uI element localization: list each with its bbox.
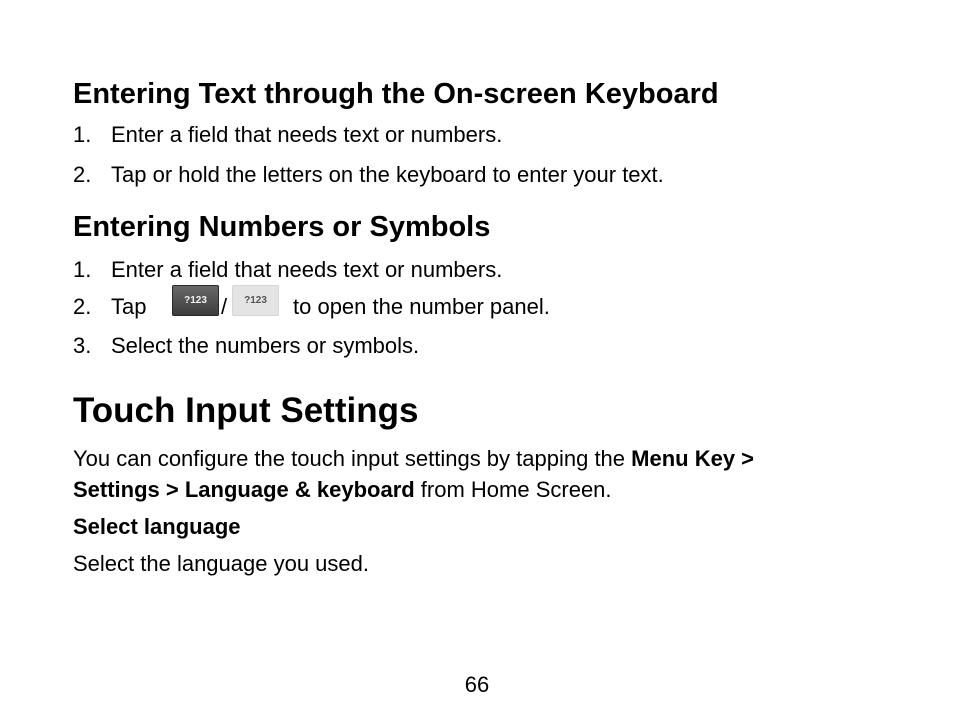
- list-item-text: Enter a field that needs text or numbers.: [111, 122, 503, 147]
- list-item-number: 2.: [73, 294, 92, 319]
- option-description: Select the language you used.: [73, 551, 370, 576]
- intro-text-end: from Home Screen.: [414, 477, 612, 502]
- list-item-text: Tap or hold the letters on the keyboard to enter your text.: [111, 162, 664, 187]
- list-item-number: 3.: [73, 333, 92, 358]
- list-item: [73, 259, 502, 281]
- list-item-text: Enter a field that needs text or numbers.: [111, 257, 503, 282]
- list-item: [73, 164, 664, 186]
- page-number: 66: [464, 672, 490, 697]
- number-key-dark-icon: ?123: [172, 285, 219, 316]
- number-key-light-icon: ?123: [232, 285, 279, 316]
- list-item-text-prefix: Tap: [111, 294, 147, 319]
- list-item-text: Select the numbers or symbols.: [111, 333, 420, 358]
- list-item-number: 2.: [73, 162, 92, 187]
- intro-text: You can configure the touch input settings by tapping the: [73, 446, 632, 471]
- section-heading-numbers-symbols: Entering Numbers or Symbols: [73, 211, 491, 243]
- section-heading-onscreen-keyboard: Entering Text through the On-screen Keyboard: [73, 78, 719, 110]
- list-item-text-suffix: to open the number panel.: [293, 294, 550, 319]
- page-title: Touch Input Settings: [73, 391, 419, 430]
- intro-paragraph: [73, 443, 754, 505]
- list-item-number: 1.: [73, 257, 92, 282]
- settings-path: Settings > Language & keyboard: [73, 477, 415, 502]
- menu-key-path: Menu Key >: [631, 446, 755, 471]
- list-item: [73, 296, 146, 318]
- list-item: [73, 124, 502, 146]
- list-item: [73, 335, 419, 357]
- list-item-number: 1.: [73, 122, 92, 147]
- key-separator: /: [221, 294, 228, 319]
- option-title: Select language: [73, 514, 241, 539]
